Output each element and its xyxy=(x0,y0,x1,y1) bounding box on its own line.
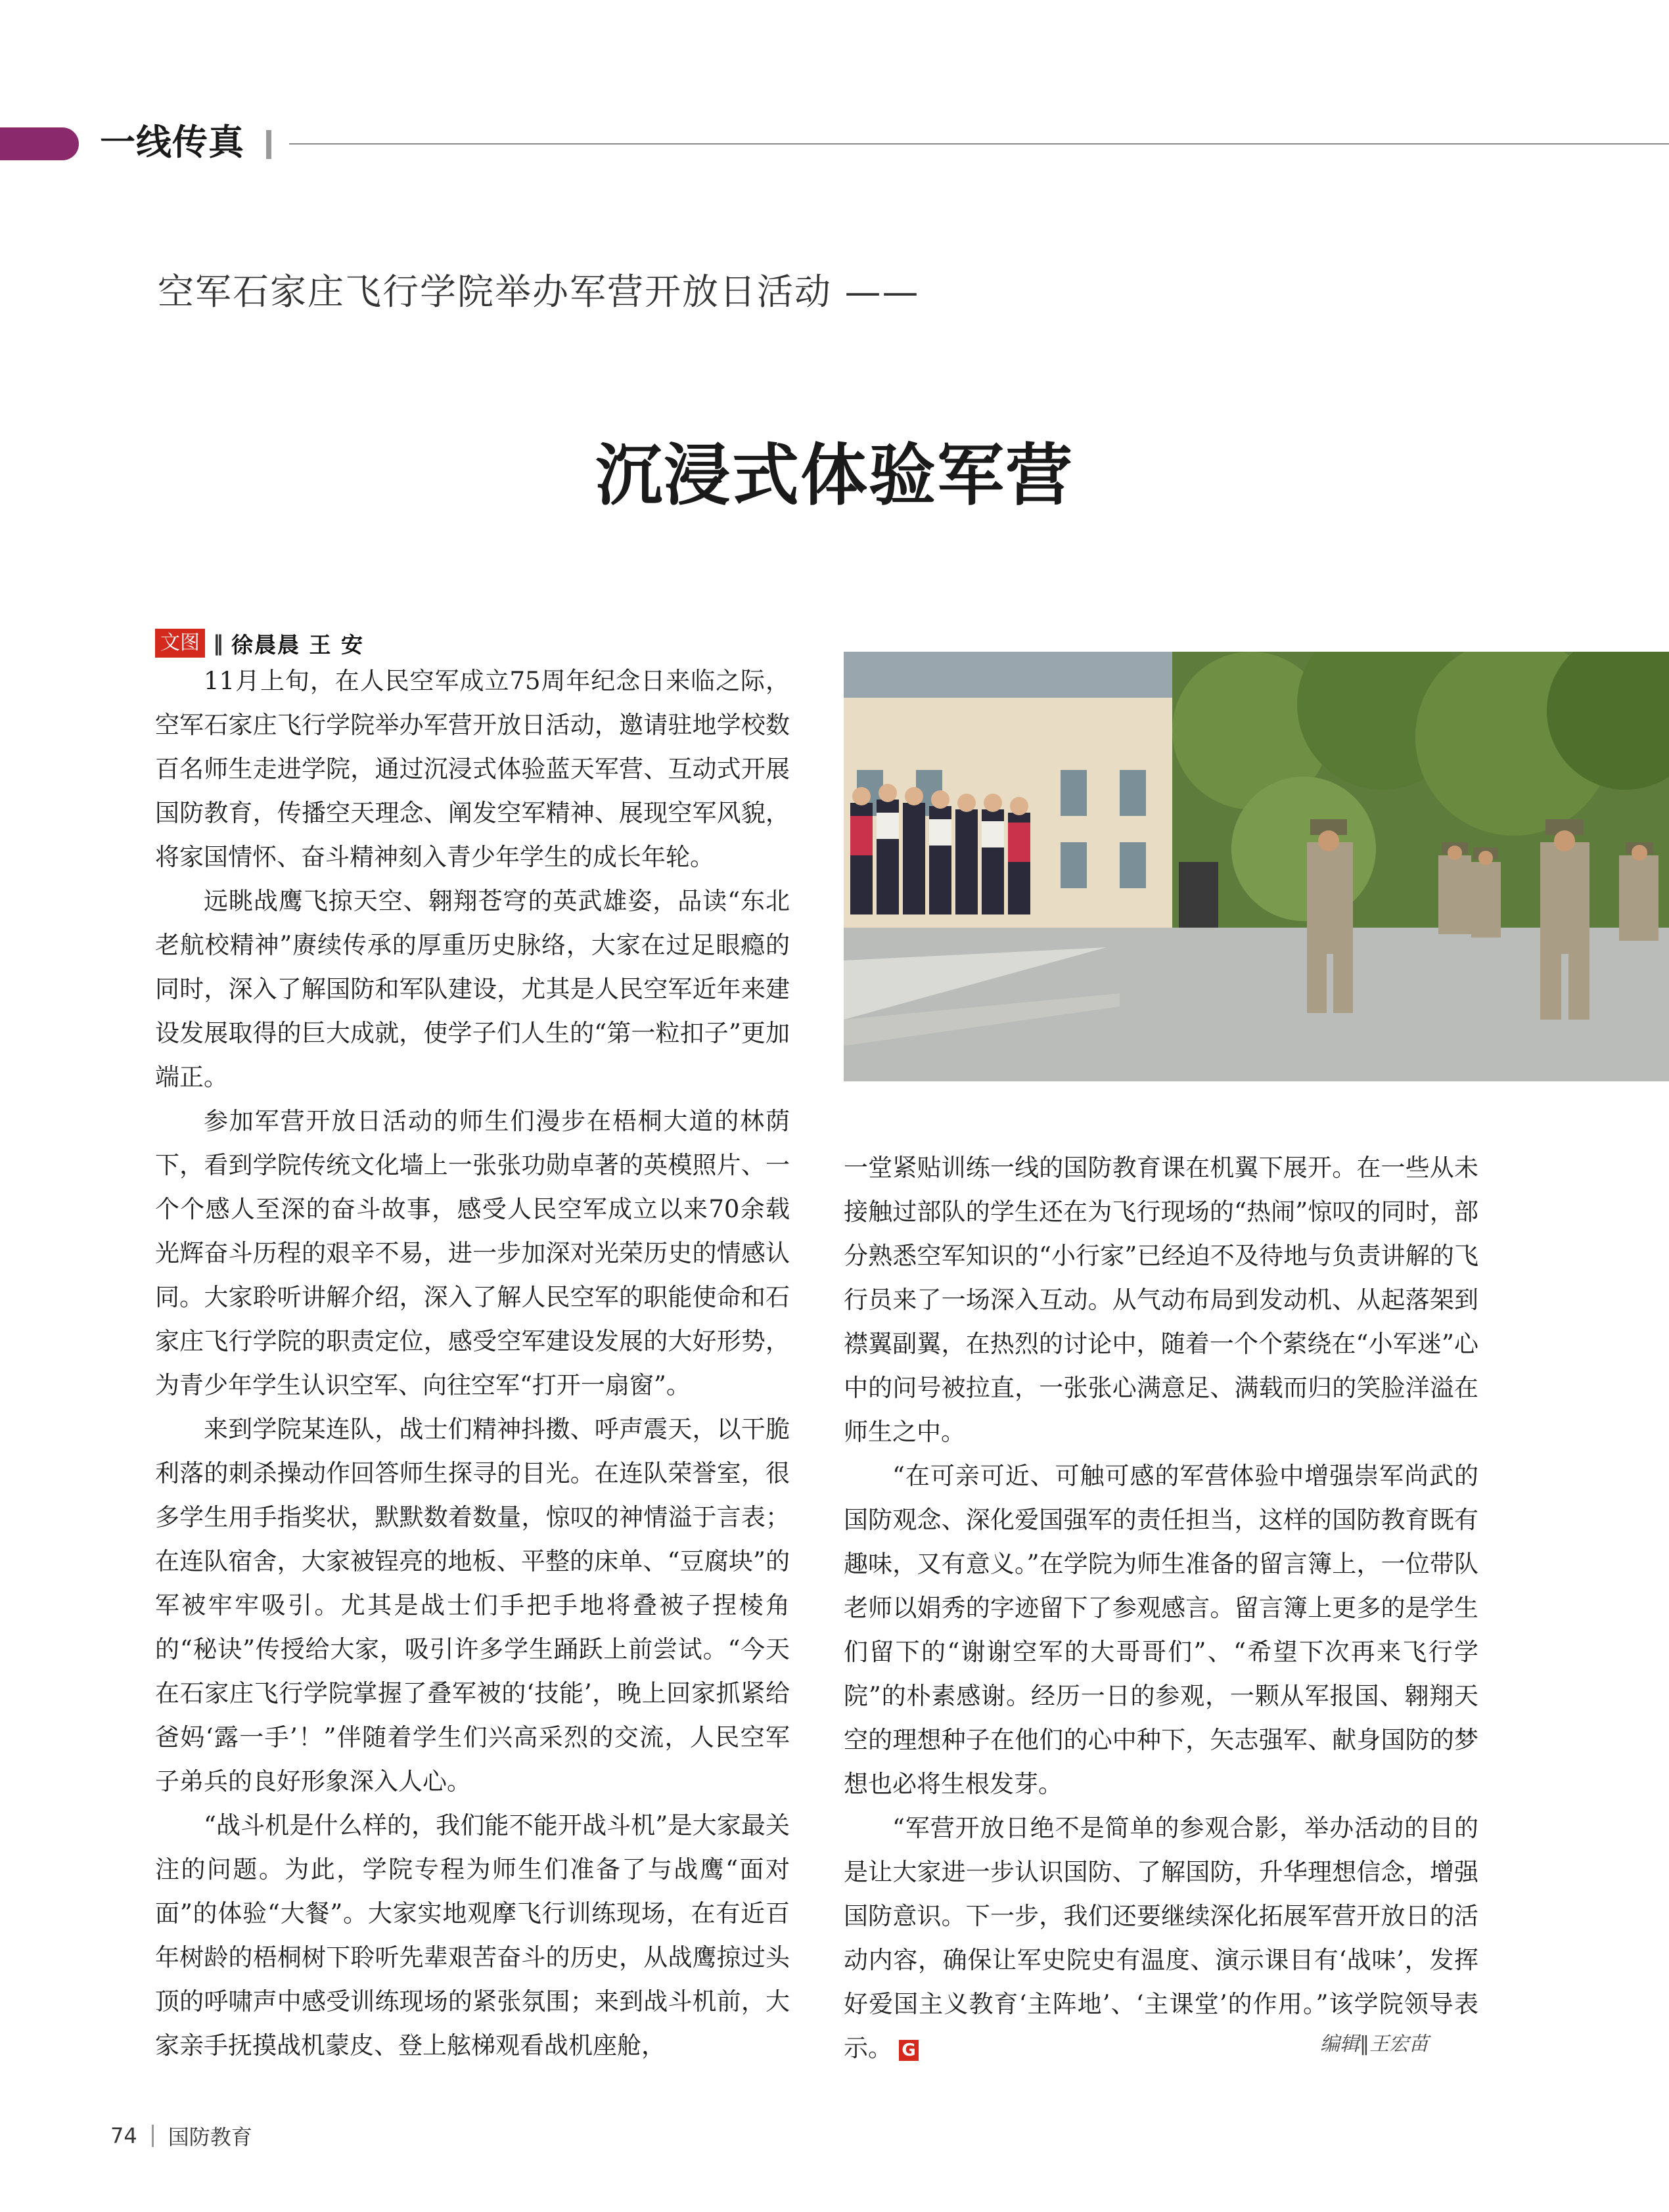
section-rule-line xyxy=(289,143,1669,145)
footer-separator xyxy=(152,2125,154,2147)
byline-separator: ‖ xyxy=(213,631,223,656)
byline xyxy=(155,627,364,659)
section-title: 一线传真 xyxy=(100,122,244,163)
page-footer xyxy=(110,2121,252,2151)
byline-tag: 文图 xyxy=(155,629,205,658)
article-paragraph: “在可亲可近、可触可感的军营体验中增强崇军尚武的国防观念、深化爱国强军的责任担当，这样的国防教育既有趣味，又有意义。”在学院为师生准备的留言簿上，一位带队老师以娟秀的字迹留下了参观感言。留言簿上更多的是学生们留下的“谢谢空军的大哥哥们”、“希望下次再来飞行学院”的朴素感谢。经历一日的参观，一颗从军报国、翱翔天空的理想种子在他们的心中种下，矢志强军、献身国防的梦想也必将生根发芽。 xyxy=(844,1462,1478,1798)
byline-authors: 徐晨晨 王 安 xyxy=(231,631,364,658)
section-title-bar xyxy=(266,130,271,159)
article-paragraph: “战斗机是什么样的，我们能不能开战斗机”是大家最关注的问题。为此，学院专程为师生们准备了与战鹰“面对面”的体验“大餐”。大家实地观摩飞行训练现场，在有近百年树龄的梧桐树下聆听先辈艰苦奋斗的历史，从战鹰掠过头顶的呼啸声中感受训练现场的紧张氛围；来到战斗机前，大家亲手抚摸战机蒙皮、登上舷梯观看战机座舱， xyxy=(155,1811,790,2060)
editor-credit: 编辑‖王宏苗 xyxy=(1320,2033,1429,2056)
article-title: 沉浸式体验军营 xyxy=(595,437,1074,515)
article-subtitle: 空军石家庄飞行学院举办军营开放日活动 —— xyxy=(158,271,920,313)
closing-text: “军营开放日绝不是简单的参观合影，举办活动的目的是让大家进一步认识国防、了解国防，升华理想信念，增强国防意识。下一步，我们还要继续深化拓展军营开放日的活动内容，确保让军史院史有温度、演示课目有‘战味’，发挥好爱国主义教育‘主阵地’、‘主课堂’的作用。”该学院领导表示。 xyxy=(844,1814,1478,2062)
article-paragraph: 11月上旬，在人民空军成立75周年纪念日来临之际，空军石家庄飞行学院举办军营开放日活动，邀请驻地学校数百名师生走进学院，通过沉浸式体验蓝天军营、互动式开展国防教育，传播空天理念、阐发空军精神、展现空军风貌，将家国情怀、奋斗精神刻入青少年学生的成长年轮。 xyxy=(155,667,790,871)
article-paragraph: 来到学院某连队，战士们精神抖擞、呼声震天，以干脆利落的刺杀操动作回答师生探寻的目光。在连队荣誉室，很多学生用手指奖状，默默数着数量，惊叹的神情溢于言表；在连队宿舍，大家被锃亮的地板、平整的床单、“豆腐块”的军被牢牢吸引。尤其是战士们手把手地将叠被子捏棱角的“秘诀”传授给大家，吸引许多学生踊跃上前尝试。“今天在石家庄飞行学院掌握了叠军被的‘技能’，晚上回家抓紧给爸妈‘露一手’！”伴随着学生们兴高采烈的交流，人民空军子弟兵的良好形象深入人心。 xyxy=(155,1415,790,1795)
article-paragraph: 远眺战鹰飞掠天空、翱翔苍穹的英武雄姿，品读“东北老航校精神”赓续传承的厚重历史脉络，大家在过足眼瘾的同时，深入了解国防和军队建设，尤其是人民空军近年来建设发展取得的巨大成就，使学子们人生的“第一粒扣子”更加端正。 xyxy=(155,887,790,1091)
article-paragraph: 参加军营开放日活动的师生们漫步在梧桐大道的林荫下，看到学院传统文化墙上一张张功勋卓著的英模照片、一个个感人至深的奋斗故事，感受人民空军成立以来70余载光辉奋斗历程的艰辛不易，进一步加深对光荣历史的情感认同。大家聆听讲解介绍，深入了解人民空军的职能使命和石家庄飞行学院的职责定位，感受空军建设发展的大好形势，为青少年学生认识空军、向往空军“打开一扇窗”。 xyxy=(155,1107,790,1399)
end-mark-icon: G xyxy=(899,2040,919,2061)
article-photo xyxy=(844,652,1669,1081)
article-column-left xyxy=(155,659,790,2067)
section-accent-tab xyxy=(0,127,79,160)
article-column-right xyxy=(844,1146,1478,2070)
page-number: 74 xyxy=(110,2123,137,2148)
magazine-name: 国防教育 xyxy=(168,2125,252,2150)
article-paragraph: 一堂紧贴训练一线的国防教育课在机翼下展开。在一些从未接触过部队的学生还在为飞行现场的“热闹”惊叹的同时，部分熟悉空军知识的“小行家”已经迫不及待地与负责讲解的飞行员来了一场深入互动。从气动布局到发动机、从起落架到襟翼副翼，在热烈的讨论中，随着一个个萦绕在“小军迷”心中的问号被拉直，一张张心满意足、满载而归的笑脸洋溢在师生之中。 xyxy=(844,1154,1478,1446)
